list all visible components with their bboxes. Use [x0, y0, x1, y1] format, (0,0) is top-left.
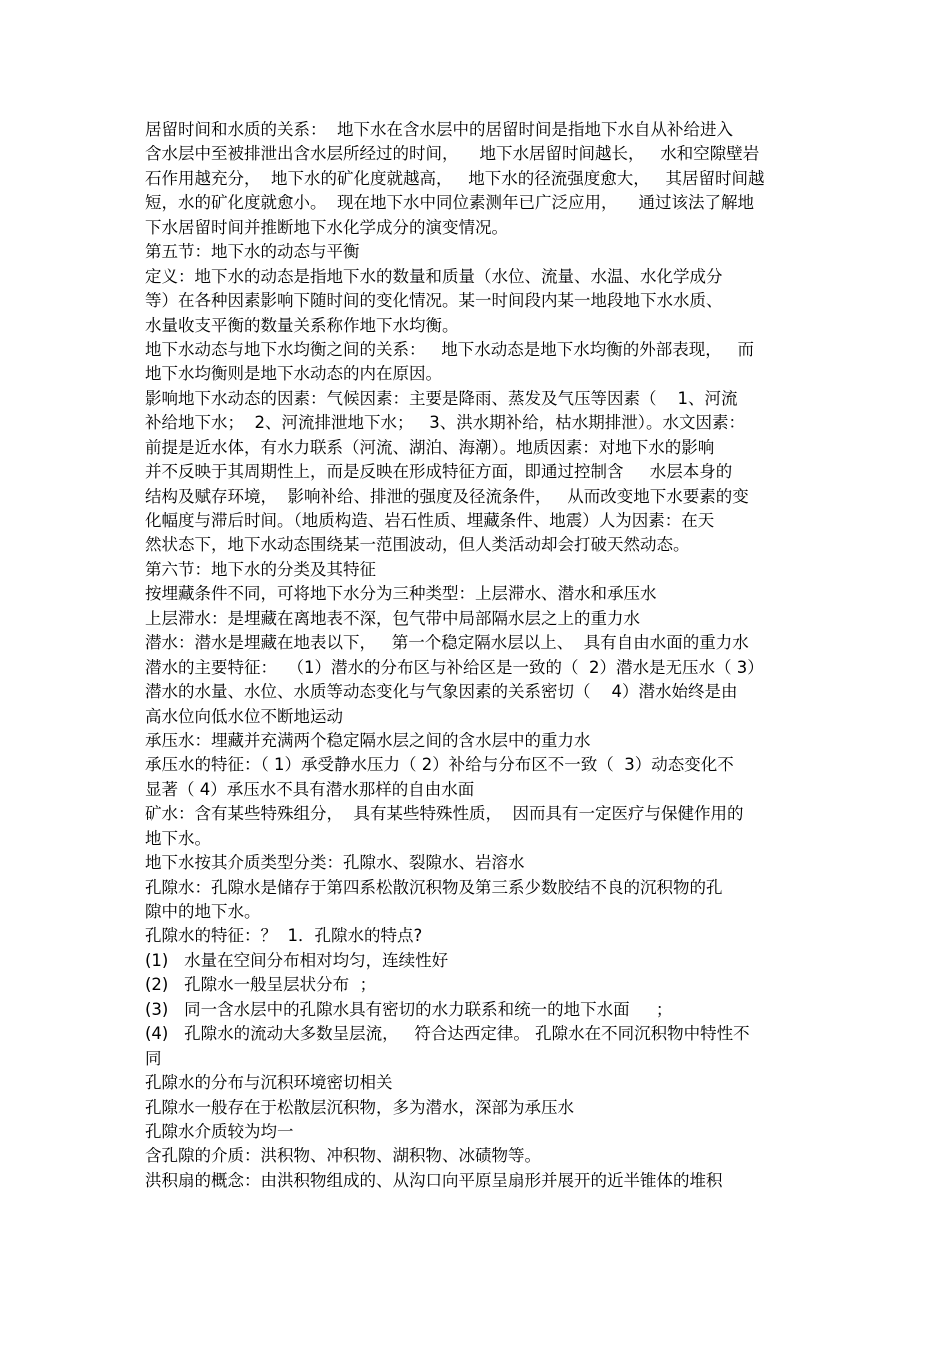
- text-line: 高水位向低水位不断地运动: [145, 706, 343, 726]
- text-line: 潜水的水量、水位、水质等动态变化与气象因素的关系密切（ 4）潜水始终是由: [145, 682, 738, 702]
- text-line: 矿水：含有某些特殊组分， 具有某些特殊性质， 因而具有一定医疗与保健作用的: [145, 804, 744, 824]
- text-line: 承压水：埋藏并充满两个稳定隔水层之间的含水层中的重力水: [145, 730, 591, 750]
- text-line: 地下水。: [145, 828, 211, 848]
- text-line: 居留时间和水质的关系： 地下水在含水层中的居留时间是指地下水自从补给进入: [145, 120, 733, 139]
- text-line: 前提是近水体，有水力联系（河流、湖泊、海潮）。地质因素：对地下水的影响: [145, 437, 715, 457]
- text-line: 下水居留时间并推断地下水化学成分的演变情况。: [145, 217, 508, 237]
- text-line: 显著（ 4）承压水不具有潜水那样的自由水面: [145, 779, 475, 799]
- text-line: 按埋藏条件不同，可将地下水分为三种类型：上层滞水、潜水和承压水: [145, 584, 657, 604]
- text-line: 补给地下水； 2、河流排泄地下水； 3、洪水期补给，枯水期排泄）。水文因素：: [145, 413, 745, 433]
- text-line: 第五节：地下水的动态与平衡: [145, 242, 360, 262]
- text-line: 结构及赋存环境， 影响补给、排泄的强度及径流条件， 从而改变地下水要素的变: [145, 486, 749, 506]
- text-line: (2) 孔隙水一般呈层状分布 ；: [145, 975, 377, 995]
- text-line: 潜水：潜水是埋藏在地表以下， 第一个稳定隔水层以上、 具有自由水面的重力水: [145, 633, 749, 653]
- text-line: 孔隙水介质较为均一: [145, 1121, 294, 1141]
- text-line: 然状态下，地下水动态围绕某一范围波动，但人类活动却会打破天然动态。: [145, 535, 690, 555]
- text-line: 孔隙水的特征：？ 1．孔隙水的特点?: [145, 926, 423, 946]
- text-line: 水量收支平衡的数量关系称作地下水均衡。: [145, 315, 459, 335]
- text-line: 洪积扇的概念：由洪积物组成的、从沟口向平原呈扇形并展开的近半锥体的堆积: [145, 1170, 723, 1190]
- text-line: 定义：地下水的动态是指地下水的数量和质量（水位、流量、水温、水化学成分: [145, 266, 723, 286]
- text-line: 上层滞水：是埋藏在离地表不深，包气带中局部隔水层之上的重力水: [145, 608, 640, 628]
- text-line: 同: [145, 1048, 162, 1068]
- text-line: 影响地下水动态的因素：气候因素：主要是降雨、蒸发及气压等因素（ 1、河流: [145, 388, 738, 408]
- text-line: 孔隙水一般存在于松散层沉积物，多为潜水，深部为承压水: [145, 1097, 574, 1117]
- text-line: 孔隙水的分布与沉积环境密切相关: [145, 1073, 393, 1093]
- text-line: 隙中的地下水。: [145, 902, 261, 921]
- text-line: 含水层中至被排泄出含水层所经过的时间， 地下水居留时间越长， 水和空隙壁岩: [145, 144, 760, 164]
- text-line: 地下水动态与地下水均衡之间的关系： 地下水动态是地下水均衡的外部表现， 而: [145, 339, 754, 359]
- text-line: 化幅度与滞后时间。（地质构造、岩石性质、埋藏条件、地震）人为因素：在天: [145, 511, 715, 530]
- text-line: 等）在各种因素影响下随时间的变化情况。某一时间段内某一地段地下水水质、: [145, 291, 723, 311]
- text-line: 潜水的主要特征： （1）潜水的分布区与补给区是一致的（ 2）潜水是无压水（ 3）: [145, 657, 764, 677]
- text-line: 地下水按其介质类型分类：孔隙水、裂隙水、岩溶水: [145, 853, 525, 873]
- document-page: [145, 118, 815, 1193]
- text-line: (1) 水量在空间分布相对均匀，连续性好: [145, 950, 449, 970]
- text-line: 第六节：地下水的分类及其特征: [145, 559, 376, 579]
- text-line: 承压水的特征：（ 1）承受静水压力（ 2）补给与分布区不一致（ 3）动态变化不: [145, 755, 734, 775]
- text-line: 并不反映于其周期性上，而是反映在形成特征方面，即通过控制含 水层本身的: [145, 462, 733, 482]
- text-line: 短，水的矿化度就愈小。 现在地下水中同位素测年已广泛应用， 通过该法了解地: [145, 193, 754, 213]
- text-line: (4) 孔隙水的流动大多数呈层流， 符合达西定律。 孔隙水在不同沉积物中特性不: [145, 1024, 750, 1044]
- text-line: 地下水均衡则是地下水动态的内在原因。: [145, 364, 442, 384]
- text-line: (3) 同一含水层中的孔隙水具有密切的水力联系和统一的地下水面 ；: [145, 999, 673, 1019]
- text-line: 石作用越充分， 地下水的矿化度就越高， 地下水的径流强度愈大， 其居留时间越: [145, 168, 765, 188]
- text-line: 孔隙水：孔隙水是储存于第四系松散沉积物及第三系少数胶结不良的沉积物的孔: [145, 877, 723, 897]
- text-line: 含孔隙的介质：洪积物、冲积物、湖积物、冰碛物等。: [145, 1146, 541, 1166]
